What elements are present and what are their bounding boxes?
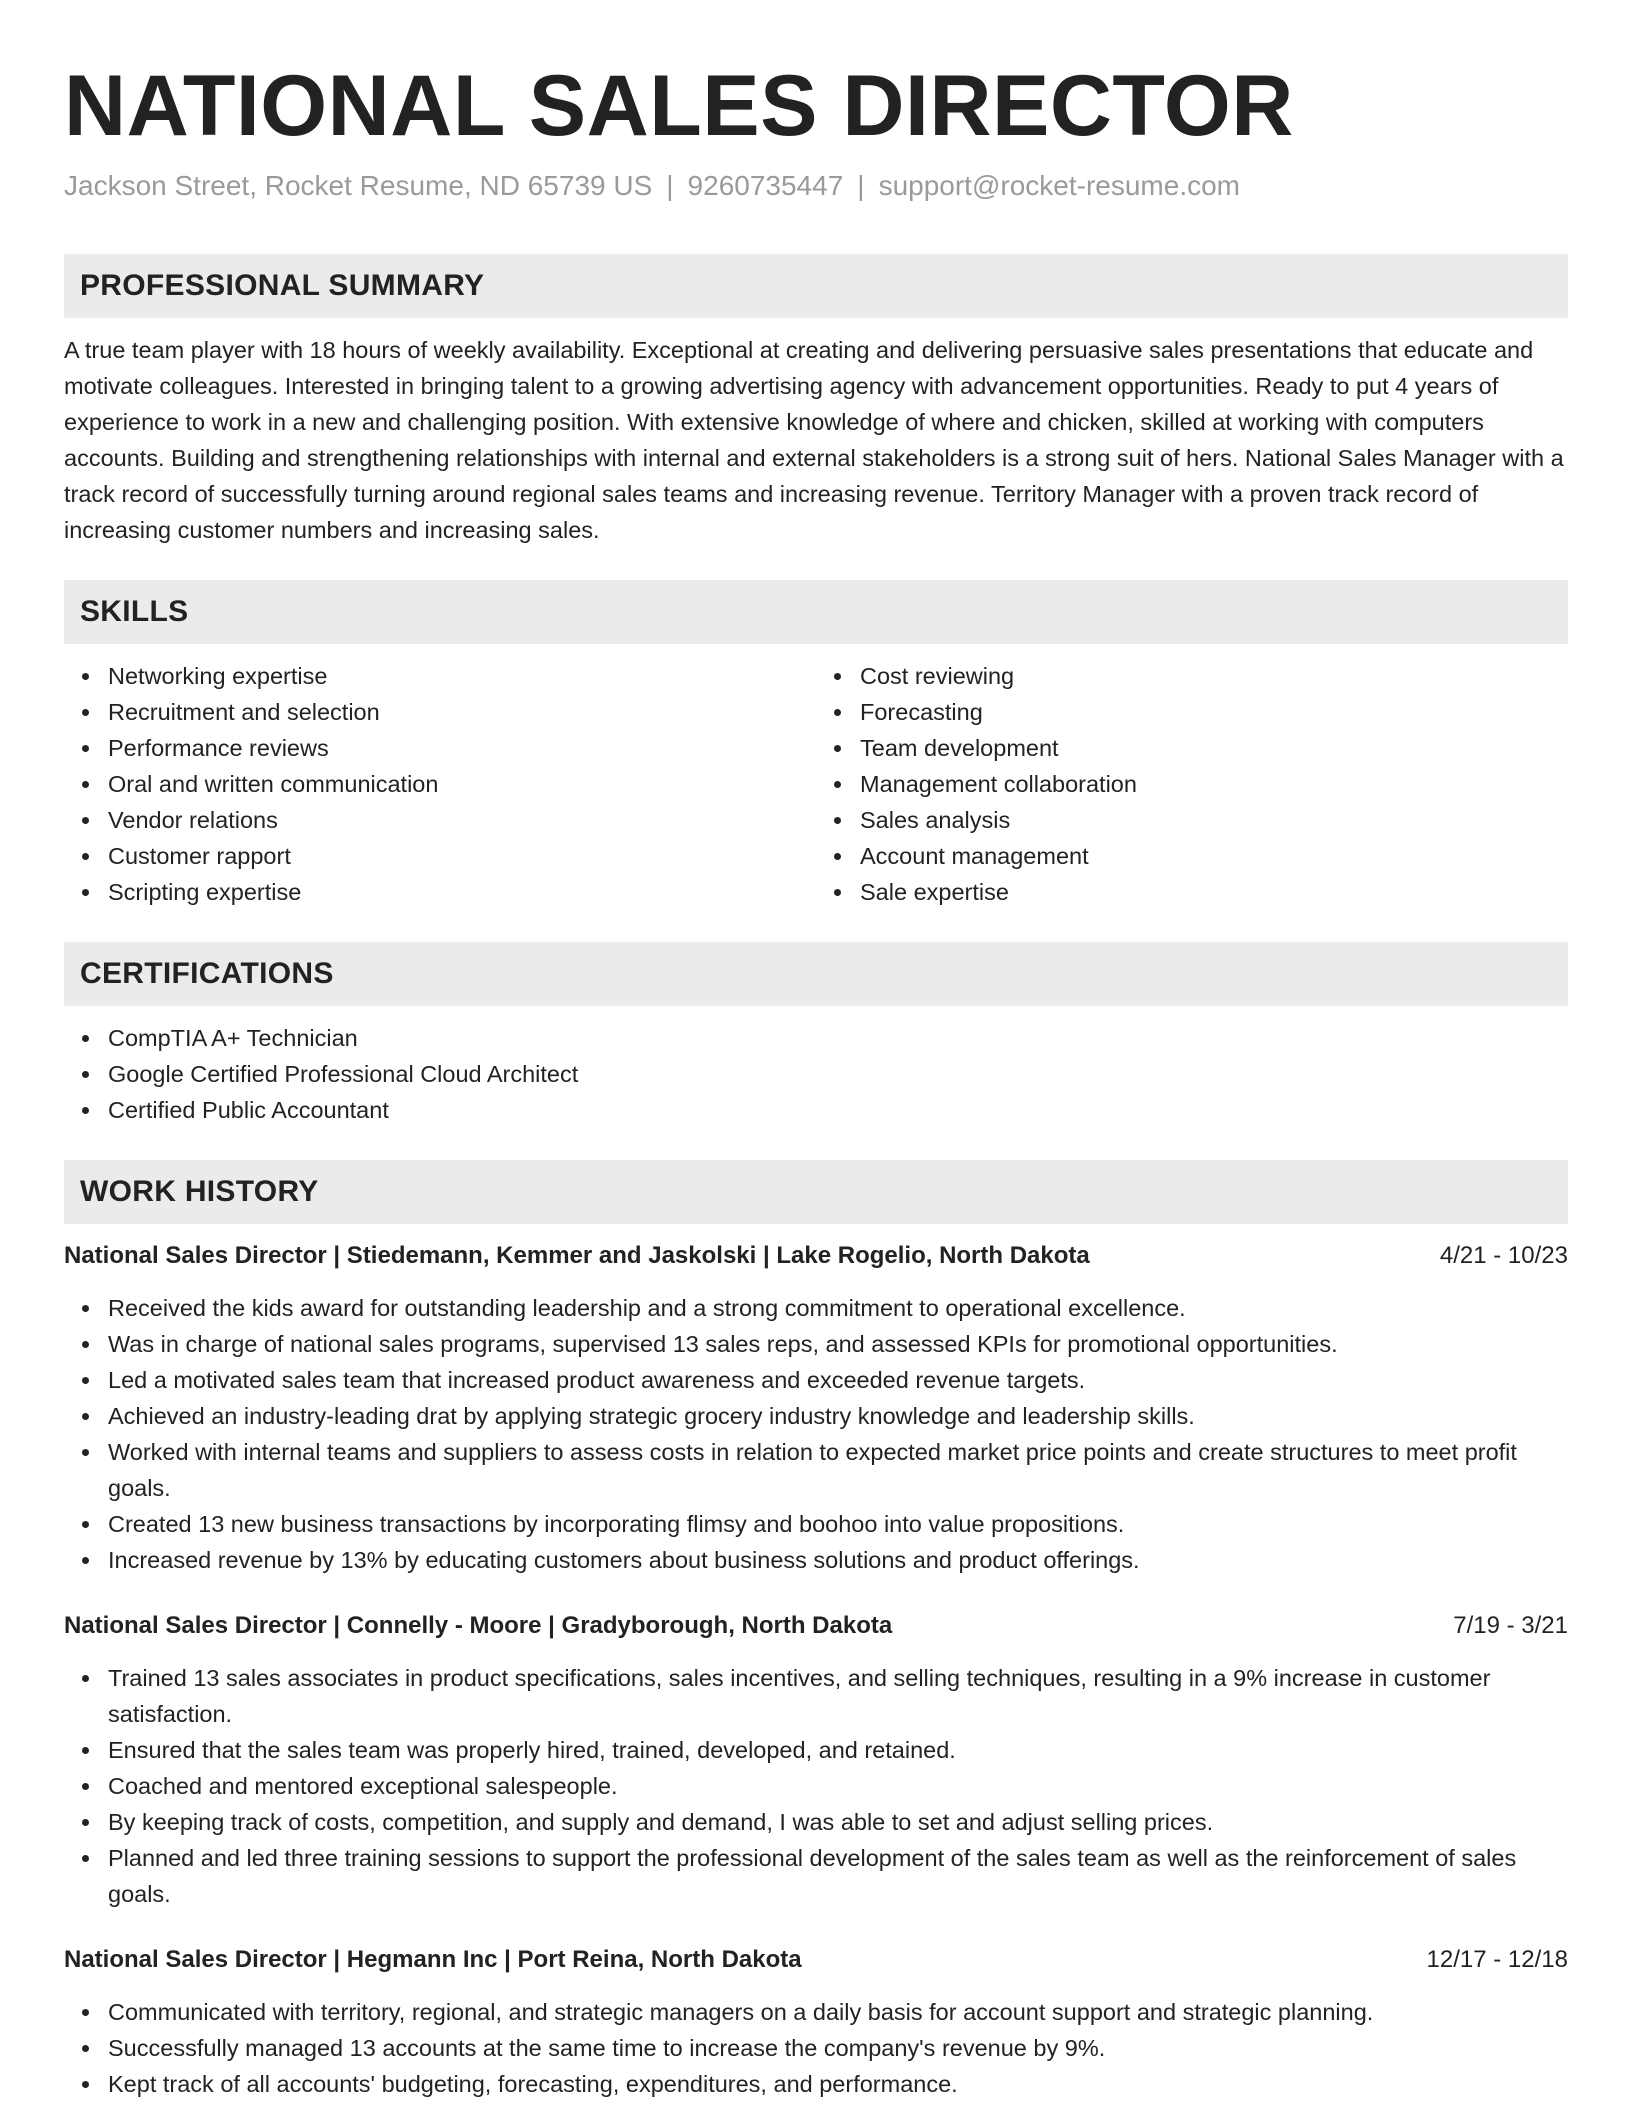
job-header xyxy=(64,1942,1568,1978)
section-header-skills: SKILLS xyxy=(64,580,1568,644)
contact-email: support@rocket-resume.com xyxy=(878,170,1240,201)
job-bullets xyxy=(64,1994,1568,2102)
contact-phone: 9260735447 xyxy=(687,170,844,201)
skills-list-right xyxy=(816,658,1568,910)
job-bullet: Planned and led three training sessions to support the professional development of the sales team as well as the reinforcement of sales goals. xyxy=(108,1840,1568,1912)
section-header-summary: PROFESSIONAL SUMMARY xyxy=(64,254,1568,318)
job-bullet: Coached and mentored exceptional salespeople. xyxy=(108,1768,1568,1804)
job-bullet: Created 13 new business transactions by incorporating flimsy and boohoo into value propositions. xyxy=(108,1506,1568,1542)
skill-item: Forecasting xyxy=(860,694,1568,730)
skill-item: Networking expertise xyxy=(108,658,816,694)
skill-item: Account management xyxy=(860,838,1568,874)
work-history-list xyxy=(64,1238,1568,2102)
job-bullet: Kept track of all accounts' budgeting, forecasting, expenditures, and performance. xyxy=(108,2066,1568,2102)
skill-item: Sale expertise xyxy=(860,874,1568,910)
job-title: National Sales Director | Stiedemann, Kemmer and Jaskolski | Lake Rogelio, North Dakota xyxy=(64,1242,1090,1269)
job-bullet: Increased revenue by 13% by educating customers about business solutions and product offerings. xyxy=(108,1542,1568,1578)
job-bullet: Achieved an industry-leading drat by applying strategic grocery industry knowledge and leadership skills. xyxy=(108,1398,1568,1434)
skill-item: Cost reviewing xyxy=(860,658,1568,694)
contact-separator: | xyxy=(857,170,865,201)
job-bullets xyxy=(64,1290,1568,1578)
section-header-work-history: WORK HISTORY xyxy=(64,1160,1568,1224)
job-title: National Sales Director | Connelly - Moore | Gradyborough, North Dakota xyxy=(64,1612,893,1639)
certifications-list xyxy=(64,1020,1568,1128)
job-entry xyxy=(64,1238,1568,1578)
job-title: National Sales Director | Hegmann Inc | Port Reina, North Dakota xyxy=(64,1946,802,1973)
resume-title: NATIONAL SALES DIRECTOR xyxy=(64,58,1294,154)
job-bullet: Led a motivated sales team that increased product awareness and exceeded revenue targets. xyxy=(108,1362,1568,1398)
skill-item: Recruitment and selection xyxy=(108,694,816,730)
job-bullet: Was in charge of national sales programs, supervised 13 sales reps, and assessed KPIs for promotional opportunities. xyxy=(108,1326,1568,1362)
contact-line xyxy=(64,166,1568,206)
job-bullet: Trained 13 sales associates in product specifications, sales incentives, and selling techniques, resulting in a 9% increase in customer satisfaction. xyxy=(108,1660,1568,1732)
job-dates: 7/19 - 3/21 xyxy=(1453,1612,1568,1639)
contact-address: Jackson Street, Rocket Resume, ND 65739 US xyxy=(64,170,653,201)
skill-item: Performance reviews xyxy=(108,730,816,766)
skill-item: Team development xyxy=(860,730,1568,766)
summary-text: A true team player with 18 hours of weekly availability. Exceptional at creating and delivering persuasive sales presentations that educate and motivate colleagues. Interested in bringing talent to a growing advertising agency with advancement opportunities. Ready to put 4 years of experience to work in a new and challenging position. With extensive knowledge of where and chicken, skilled at working with computers accounts. Building and strengthening relationships with internal and external stakeholders is a strong suit of hers. National Sales Manager with a track record of successfully turning around regional sales teams and increasing revenue. Territory Manager with a proven track record of increasing customer numbers and increasing sales. xyxy=(64,337,1564,543)
job-bullet: Communicated with territory, regional, and strategic managers on a daily basis for account support and strategic planning. xyxy=(108,1994,1568,2030)
contact-separator: | xyxy=(666,170,674,201)
job-bullet: Received the kids award for outstanding leadership and a strong commitment to operational excellence. xyxy=(108,1290,1568,1326)
certification-item: Certified Public Accountant xyxy=(108,1092,1568,1128)
skill-item: Scripting expertise xyxy=(108,874,816,910)
skills-list-left xyxy=(64,658,816,910)
job-bullet: Ensured that the sales team was properly hired, trained, developed, and retained. xyxy=(108,1732,1568,1768)
job-dates: 4/21 - 10/23 xyxy=(1439,1242,1568,1269)
resume-page xyxy=(64,56,1568,2102)
skill-item: Management collaboration xyxy=(860,766,1568,802)
skills-columns xyxy=(64,658,1568,910)
skill-item: Customer rapport xyxy=(108,838,816,874)
job-bullet: Worked with internal teams and suppliers to assess costs in relation to expected market price points and create structures to meet profit goals. xyxy=(108,1434,1568,1506)
skill-item: Oral and written communication xyxy=(108,766,816,802)
job-bullets xyxy=(64,1660,1568,1912)
job-entry xyxy=(64,1608,1568,1912)
job-dates: 12/17 - 12/18 xyxy=(1426,1946,1568,1973)
job-entry xyxy=(64,1942,1568,2102)
certification-item: CompTIA A+ Technician xyxy=(108,1020,1568,1056)
certification-item: Google Certified Professional Cloud Architect xyxy=(108,1056,1568,1092)
skill-item: Vendor relations xyxy=(108,802,816,838)
job-bullet: Successfully managed 13 accounts at the same time to increase the company's revenue by 9%. xyxy=(108,2030,1568,2066)
job-bullet: By keeping track of costs, competition, and supply and demand, I was able to set and adjust selling prices. xyxy=(108,1804,1568,1840)
skill-item: Sales analysis xyxy=(860,802,1568,838)
job-header xyxy=(64,1238,1568,1274)
section-header-certifications: CERTIFICATIONS xyxy=(64,942,1568,1006)
job-header xyxy=(64,1608,1568,1644)
